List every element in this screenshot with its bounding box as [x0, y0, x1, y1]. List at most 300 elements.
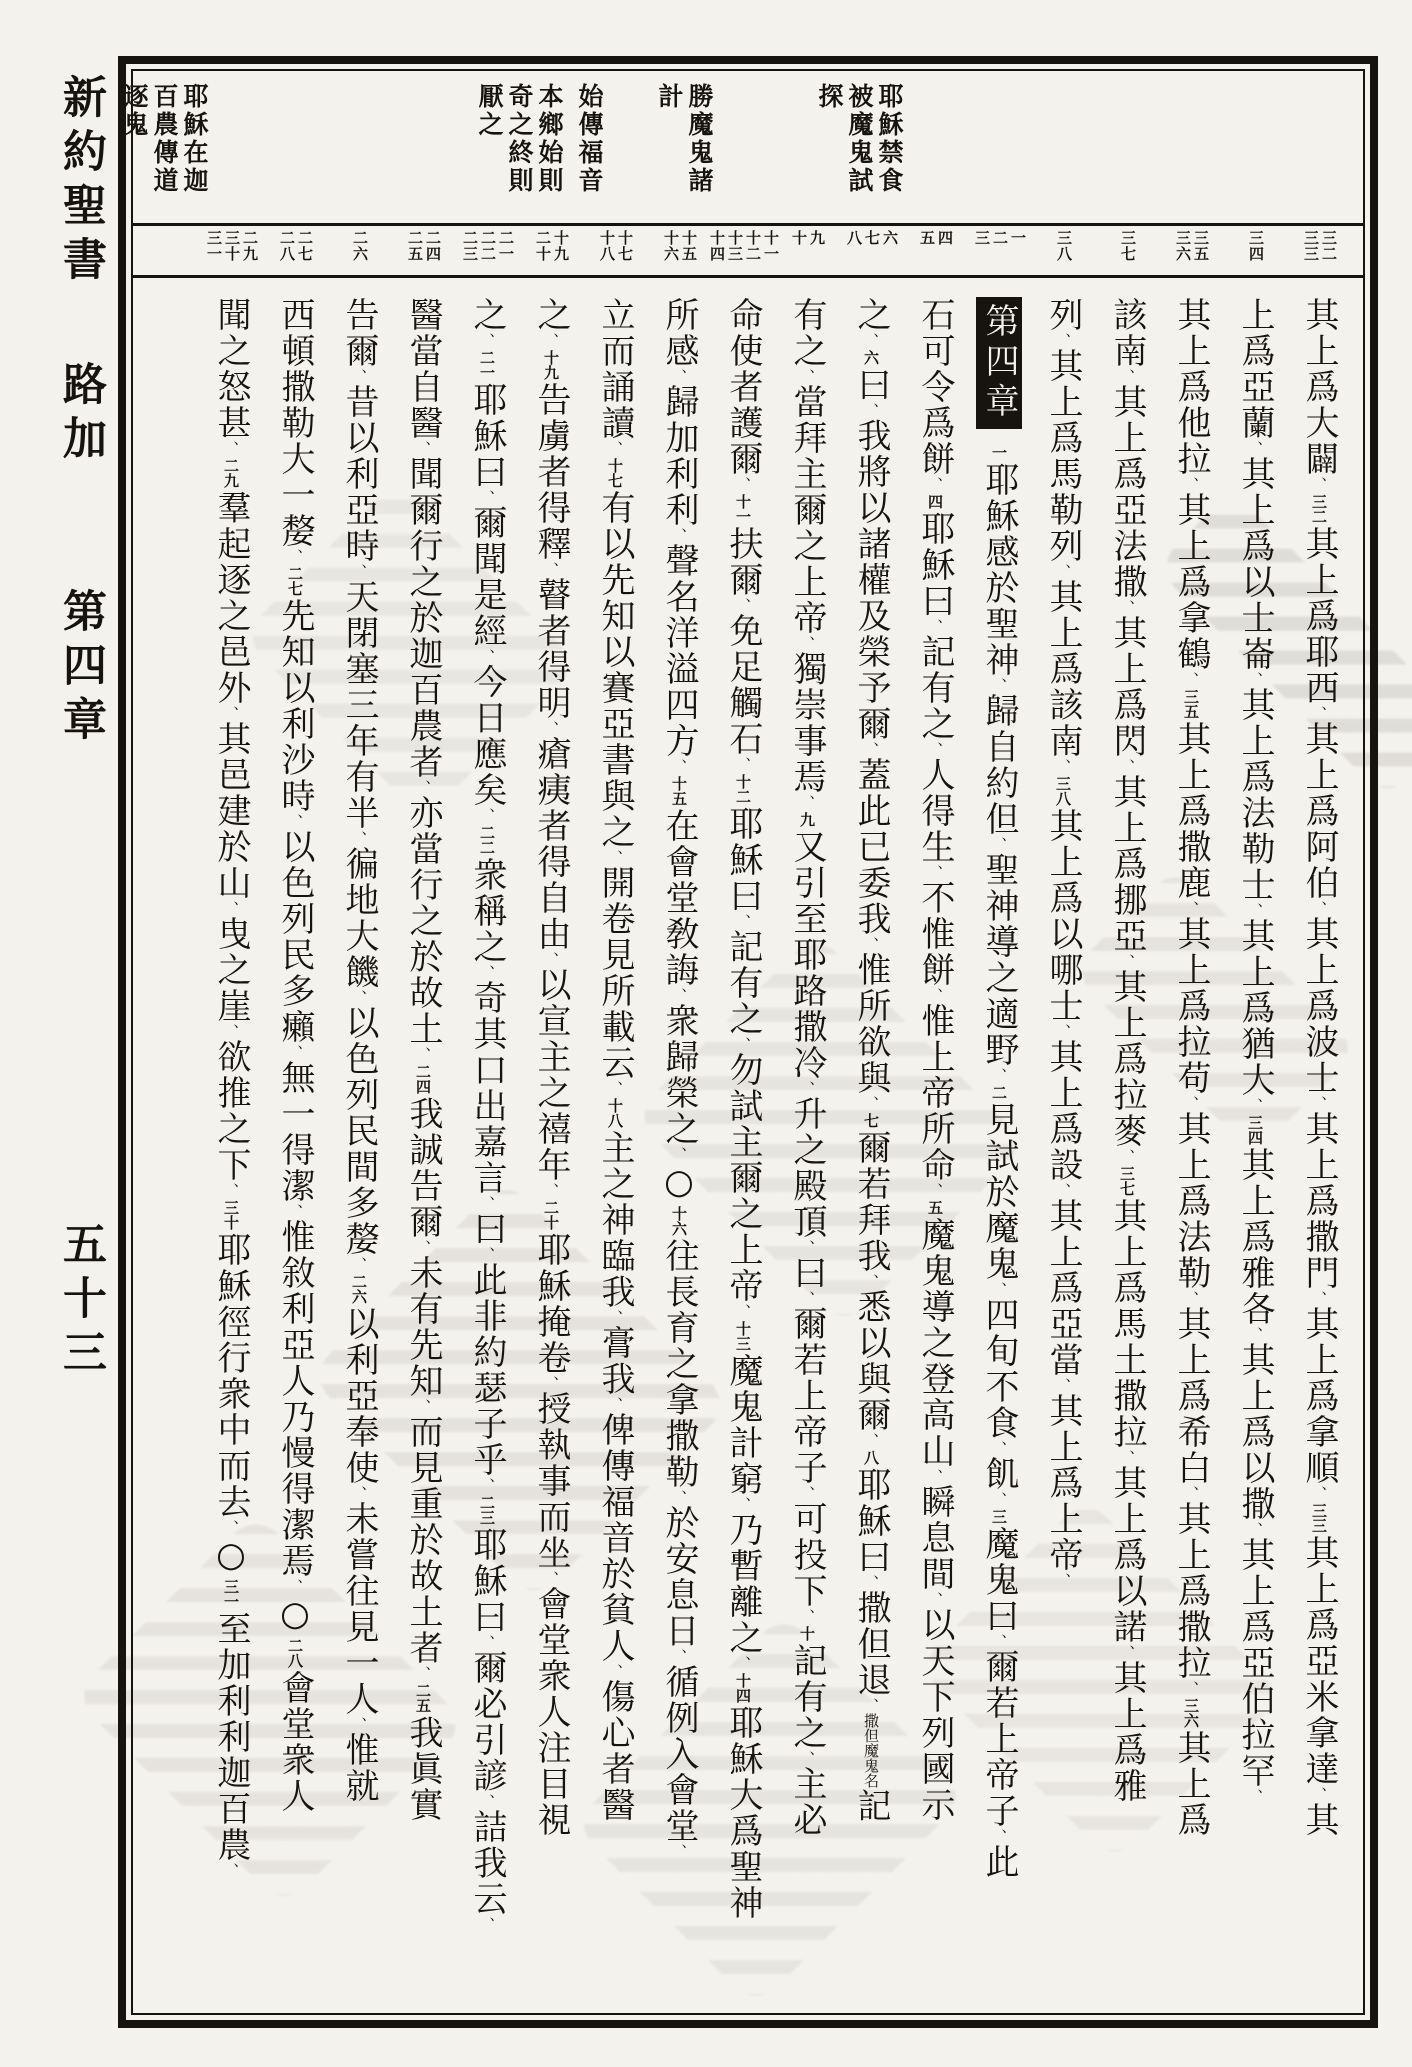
ideographic-comma: 、 — [1118, 759, 1136, 774]
ideographic-comma: 、 — [1310, 706, 1328, 721]
ideographic-comma: 、 — [414, 780, 432, 795]
text-run: 此非約瑟子乎 — [467, 1262, 507, 1478]
ideographic-comma: 、 — [734, 914, 752, 929]
text-run: 惟上帝所命 — [915, 1003, 955, 1183]
ideographic-comma: 、 — [670, 988, 688, 1003]
verse-number-cell — [391, 230, 455, 262]
ideographic-comma: 、 — [734, 477, 752, 492]
verse-number-cell — [455, 230, 519, 262]
verse-number-cell — [1223, 230, 1287, 262]
text-run: 開卷見所載云 — [595, 865, 635, 1081]
verse-marker: 二九 — [222, 458, 240, 488]
text-run: 其上爲雅各 — [1235, 1147, 1275, 1327]
text-run: 惟所欲與 — [851, 952, 891, 1096]
text-column — [967, 297, 1031, 2013]
section-header-line: 逐鬼 — [120, 83, 149, 139]
verse-marker: 十三 — [734, 1321, 752, 1351]
ideographic-comma: 、 — [734, 1656, 752, 1671]
text-run: 曰 — [787, 1255, 827, 1291]
ideographic-comma: 、 — [926, 477, 944, 492]
text-run: 獨崇事焉 — [787, 651, 827, 795]
text-run: 瞬息間 — [915, 1484, 955, 1592]
ideographic-comma: 、 — [862, 403, 880, 418]
ideographic-comma: 、 — [222, 441, 240, 456]
text-run: 免足觸石 — [723, 613, 763, 757]
ideographic-comma: 、 — [1054, 1573, 1072, 1588]
verse-number-cell — [1031, 230, 1095, 262]
ideographic-comma: 、 — [1054, 759, 1072, 774]
verse-number-cell — [519, 230, 583, 262]
section-header-line: 始傳福音 — [575, 83, 604, 195]
verse-number: 十七 — [616, 230, 634, 262]
text-run: 之 — [531, 297, 571, 333]
text-run: 耶穌掩卷 — [531, 1232, 571, 1376]
verse-number-cell — [1287, 230, 1351, 262]
text-run: 其上爲波士 — [1299, 916, 1339, 1096]
ideographic-comma: 、 — [798, 369, 816, 384]
text-run: 有之 — [787, 297, 827, 369]
ideographic-comma: 、 — [1246, 1327, 1264, 1342]
section-header-line: 探 — [815, 83, 844, 111]
ideographic-comma: 、 — [798, 1240, 816, 1255]
ideographic-comma: 、 — [478, 649, 496, 664]
verse-number: 三八 — [1055, 230, 1073, 262]
verse-number: 三 — [973, 230, 991, 246]
ideographic-comma: 、 — [862, 1274, 880, 1289]
verse-number-cell — [967, 230, 1031, 246]
text-column — [1223, 297, 1287, 2013]
ideographic-comma: 、 — [478, 490, 496, 505]
verse-marker: 二六 — [350, 1274, 368, 1304]
spine-title: 新約聖書 — [55, 74, 106, 290]
text-run: 其上爲馬土撒拉 — [1107, 1198, 1147, 1450]
ideographic-comma: 、 — [478, 1196, 496, 1211]
verse-number: 二 — [991, 230, 1009, 246]
ideographic-comma: 、 — [990, 837, 1008, 852]
text-run: 魔鬼計窮 — [723, 1353, 763, 1497]
ideographic-comma: 、 — [1182, 901, 1200, 916]
text-column — [1287, 297, 1351, 2013]
text-run: 命使者護爾 — [723, 297, 763, 477]
ideographic-comma: 、 — [1118, 1450, 1136, 1465]
text-run: 歸自約但 — [979, 693, 1019, 837]
section-headers-strip — [120, 71, 1363, 226]
text-run: 授執事而坐 — [531, 1391, 571, 1571]
ideographic-comma: 、 — [1310, 1096, 1328, 1111]
verse-marker: 二三 — [478, 1495, 496, 1525]
text-run: 其上爲以哪士 — [1043, 808, 1083, 1024]
ideographic-comma: 、 — [606, 1397, 624, 1412]
ideographic-comma: 、 — [990, 1068, 1008, 1083]
text-column — [1159, 297, 1223, 2013]
ideographic-comma: 、 — [222, 1520, 240, 1535]
verse-number: 三三 — [1302, 230, 1320, 262]
text-run: 其上爲阿伯 — [1299, 721, 1339, 901]
text-run: 其上爲亞米拿達 — [1299, 1535, 1339, 1787]
text-column — [1031, 297, 1095, 2013]
verse-number: 十二 — [744, 230, 762, 262]
ideographic-comma: 、 — [222, 901, 240, 916]
text-run: 其上爲馬勒列 — [1043, 348, 1083, 564]
text-run: 耶穌曰 — [851, 1467, 891, 1575]
text-column-flow — [1287, 297, 1351, 2013]
text-run: 於安息日 — [659, 1505, 699, 1649]
verse-number: 八 — [845, 230, 863, 246]
ideographic-comma: 、 — [286, 1204, 304, 1219]
ideographic-comma: 、 — [542, 721, 560, 736]
text-run: 記 — [851, 1788, 891, 1824]
verse-marker: 三七 — [1118, 1166, 1136, 1196]
text-run: 飢 — [979, 1456, 1019, 1492]
text-run: 主之神臨我 — [595, 1130, 635, 1310]
ideographic-comma: 、 — [1118, 1645, 1136, 1660]
verse-marker: 二七 — [286, 566, 304, 596]
text-column-flow — [327, 297, 391, 2013]
text-run: 徧地大饑 — [339, 846, 379, 990]
ideographic-comma: 、 — [1246, 672, 1264, 687]
text-run: 其上爲閃 — [1107, 615, 1147, 759]
text-column — [903, 297, 967, 2013]
text-run: 耶穌曰 — [723, 806, 763, 914]
ideographic-comma: 、 — [1310, 901, 1328, 916]
text-run: 告爾 — [339, 297, 379, 369]
page-frame-inner-border — [120, 69, 1365, 2015]
verse-number-cell — [583, 230, 647, 262]
ideographic-comma: 、 — [1182, 672, 1200, 687]
section-header-group — [654, 83, 714, 195]
verse-number: 二八 — [278, 230, 296, 262]
ideographic-comma: 、 — [414, 1399, 432, 1414]
ideographic-comma: 、 — [1246, 1789, 1264, 1804]
text-run: 該南 — [1107, 297, 1147, 369]
verse-number: 三五 — [1192, 230, 1210, 262]
ideographic-comma: 、 — [1118, 1149, 1136, 1164]
text-run: 西頓撒勒大一嫠 — [275, 297, 315, 549]
text-run: 記有之 — [915, 634, 955, 742]
text-run: 曰 — [467, 1211, 507, 1247]
text-run: 無一得潔 — [275, 1060, 315, 1204]
verse-number: 十五 — [680, 230, 698, 262]
text-run: 可投下 — [787, 1501, 827, 1609]
verse-marker: 二十 — [542, 1200, 560, 1230]
text-column-flow — [903, 297, 967, 2013]
ideographic-comma: 、 — [862, 1698, 880, 1713]
text-run: 未嘗往見一人 — [339, 1501, 379, 1717]
text-run: 我將以諸權及榮予爾 — [851, 418, 891, 742]
text-column — [263, 297, 327, 2013]
text-column-flow — [775, 297, 839, 2013]
text-run: 以宣主之禧年 — [531, 967, 571, 1183]
verse-number-group — [460, 230, 514, 262]
text-run: 其上爲設 — [1043, 1039, 1083, 1183]
text-run: 其上爲挪亞 — [1107, 774, 1147, 954]
text-run: 其上爲拉苟 — [1171, 916, 1211, 1096]
text-run: 其上爲亞當 — [1043, 1198, 1083, 1378]
text-run: 魔鬼導之登高山 — [915, 1217, 955, 1469]
ideographic-comma: 、 — [990, 1492, 1008, 1507]
verse-number-group — [972, 230, 1026, 246]
text-run: 往長育之拿撒勒 — [659, 1238, 699, 1490]
text-run: 其 — [1299, 1802, 1339, 1838]
text-run: 衆稱之 — [467, 857, 507, 965]
text-run: 其上爲大闢 — [1299, 297, 1339, 477]
text-column — [199, 297, 263, 2013]
verse-number: 九 — [808, 230, 826, 246]
verse-number: 五 — [918, 230, 936, 246]
ideographic-comma: 、 — [670, 528, 688, 543]
text-run: 不惟餅 — [915, 880, 955, 988]
ideographic-comma: 、 — [606, 1664, 624, 1679]
verse-marker: 三十 — [222, 1200, 240, 1230]
text-run: 立而誦讀 — [595, 297, 635, 441]
text-run: 其上爲以撒 — [1235, 1342, 1275, 1522]
text-run: 撒但退 — [851, 1590, 891, 1698]
text-run: 列 — [1043, 297, 1083, 333]
ideographic-comma: 、 — [542, 562, 560, 577]
ideographic-comma: 、 — [862, 333, 880, 348]
verse-number: 一 — [1009, 230, 1027, 246]
text-run: 膏我 — [595, 1325, 635, 1397]
text-run: 記有之 — [787, 1643, 827, 1751]
verse-number: 十六 — [662, 230, 680, 262]
text-column — [455, 297, 519, 2013]
ideographic-comma: 、 — [350, 564, 368, 579]
text-column — [1095, 297, 1159, 2013]
text-run: 耶穌徑行衆中而去 — [211, 1232, 251, 1520]
ideographic-comma: 、 — [286, 814, 304, 829]
text-run: 詰我云 — [467, 1809, 507, 1917]
text-column — [775, 297, 839, 2013]
verse-marker: 二 — [990, 1085, 1008, 1100]
text-column-flow — [391, 297, 455, 2013]
ideographic-comma: 、 — [606, 441, 624, 456]
ideographic-comma: 、 — [1310, 1291, 1328, 1306]
section-header-group — [474, 83, 564, 195]
ideographic-comma: 、 — [478, 808, 496, 823]
ideographic-comma: 、 — [350, 369, 368, 384]
verse-number-strip — [133, 226, 1363, 278]
verse-marker: 十六 — [670, 1206, 688, 1236]
text-run: 以色列民多癩 — [275, 829, 315, 1045]
spine-title: 五十三 — [55, 1221, 106, 1383]
text-run: 以天下列國示 — [915, 1607, 955, 1823]
text-run: 昔以利亞時 — [339, 384, 379, 564]
ideographic-comma: 、 — [798, 1751, 816, 1766]
ideographic-comma: 、 — [1118, 600, 1136, 615]
text-run: 其上爲亞伯拉罕 — [1235, 1537, 1275, 1789]
text-run: 惟敘利亞人乃慢得潔焉 — [275, 1219, 315, 1579]
text-run: 記有之 — [723, 929, 763, 1037]
ideographic-comma: 、 — [734, 1304, 752, 1319]
ideographic-comma: 、 — [926, 1469, 944, 1484]
verse-number-group — [1054, 230, 1072, 262]
text-run: 乃暫離之 — [723, 1512, 763, 1656]
text-run: 主必 — [787, 1766, 827, 1838]
ideographic-comma: 、 — [862, 1096, 880, 1111]
text-run: 悉以與爾 — [851, 1289, 891, 1433]
spine-title: 路加 — [55, 361, 106, 469]
ideographic-comma: 、 — [414, 1047, 432, 1062]
text-column-flow — [711, 297, 775, 2013]
text-run: 蓋此已委我 — [851, 757, 891, 937]
spine-title: 第四章 — [55, 588, 106, 750]
verse-number: 四 — [936, 230, 954, 246]
scripture-text-area — [133, 285, 1363, 2013]
text-run: 爾若上帝子 — [979, 1649, 1019, 1829]
ideographic-comma: 、 — [222, 706, 240, 721]
verse-number-cell — [263, 230, 327, 262]
verse-number: 二一 — [497, 230, 515, 262]
text-run: 此 — [979, 1844, 1019, 1880]
text-column-flow — [519, 297, 583, 2013]
ideographic-comma: 、 — [478, 1917, 496, 1932]
text-run: 升之殿頂 — [787, 1096, 827, 1240]
verse-number: 七 — [863, 230, 881, 246]
text-run: 耶穌曰 — [467, 382, 507, 490]
text-run: 所感 — [659, 297, 699, 369]
section-header-line: 耶穌在迦 — [180, 83, 209, 195]
text-run: 今日應矣 — [467, 664, 507, 808]
text-column-flow — [839, 297, 903, 2013]
verse-number: 三二 — [1320, 230, 1338, 262]
verse-marker: 二二 — [478, 825, 496, 855]
verse-marker: 三五 — [1182, 689, 1200, 719]
verse-number: 十九 — [552, 230, 570, 262]
ideographic-comma: 、 — [478, 333, 496, 348]
verse-marker: 二八 — [286, 1638, 304, 1668]
verse-number: 二二 — [479, 230, 497, 262]
verse-number: 二十 — [534, 230, 552, 262]
verse-marker: 十一 — [734, 494, 752, 524]
verse-number-group — [1301, 230, 1337, 262]
ideographic-comma: 、 — [478, 965, 496, 980]
text-run: 其上爲撒門 — [1299, 1111, 1339, 1291]
text-run: 其上爲亞法撒 — [1107, 384, 1147, 600]
ideographic-comma: 、 — [286, 549, 304, 564]
text-column-flow — [1223, 297, 1287, 2013]
text-column — [519, 297, 583, 2013]
text-run: 其上爲 — [1171, 1730, 1211, 1838]
ideographic-comma: 、 — [926, 988, 944, 1003]
text-run: 聲名洋溢四方 — [659, 543, 699, 759]
ideographic-comma: 、 — [414, 441, 432, 456]
ideographic-comma: 、 — [926, 1592, 944, 1607]
verse-number-cell — [327, 230, 391, 262]
text-run: 耶穌感於聖神 — [979, 462, 1019, 678]
chapter-heading: 第四章 — [976, 297, 1022, 429]
text-run: 未有先知 — [403, 1255, 443, 1399]
text-run: 之 — [467, 297, 507, 333]
ideographic-comma: 、 — [478, 1247, 496, 1262]
text-run: 會堂衆人 — [275, 1670, 315, 1814]
text-run: 而見重於故土者 — [403, 1414, 443, 1666]
ideographic-comma: 、 — [670, 1147, 688, 1162]
ideographic-comma: 、 — [862, 1433, 880, 1448]
section-circle: ○ — [275, 1594, 315, 1636]
ideographic-comma: 、 — [990, 1634, 1008, 1649]
text-run: 其上爲撒鹿 — [1171, 721, 1211, 901]
verse-marker: 三四 — [1246, 1115, 1264, 1145]
text-run: 有以先知以賽亞書與之 — [595, 490, 635, 850]
ideographic-comma: 、 — [350, 1486, 368, 1501]
text-run: 曳之崖 — [211, 916, 251, 1024]
ideographic-comma: 、 — [1310, 477, 1328, 492]
verse-marker: 三一 — [222, 1579, 240, 1609]
text-run: 歸加利利 — [659, 384, 699, 528]
text-run: 欲推之下 — [211, 1039, 251, 1183]
text-run: 其上爲以士崙 — [1235, 456, 1275, 672]
verse-marker: 九 — [798, 812, 816, 827]
text-run: 會堂衆人注目視 — [531, 1586, 571, 1838]
text-run: 魔鬼曰 — [979, 1526, 1019, 1634]
verse-marker: 四 — [926, 494, 944, 509]
ideographic-comma: 、 — [542, 952, 560, 967]
ideographic-comma: 、 — [1182, 1096, 1200, 1111]
text-run: 其上爲希白 — [1171, 1306, 1211, 1486]
text-run: 我誠告爾 — [403, 1096, 443, 1240]
verse-number: 二五 — [406, 230, 424, 262]
ideographic-comma: 、 — [670, 1490, 688, 1505]
ideographic-comma: 、 — [542, 1183, 560, 1198]
ideographic-comma: 、 — [1054, 564, 1072, 579]
verse-number-group — [789, 230, 825, 246]
verse-marker: 十七 — [606, 458, 624, 488]
ideographic-comma: 、 — [862, 742, 880, 757]
text-column — [391, 297, 455, 2013]
ideographic-comma: 、 — [222, 1863, 240, 1878]
text-run: 上爲亞蘭 — [1235, 297, 1275, 441]
text-run: 其上爲他拉 — [1171, 297, 1211, 477]
text-run: 見試於魔鬼 — [979, 1102, 1019, 1282]
ideographic-comma: 、 — [862, 937, 880, 952]
ideographic-comma: 、 — [798, 1291, 816, 1306]
text-run: 循例入會堂 — [659, 1664, 699, 1844]
verse-marker: 十五 — [670, 776, 688, 806]
verse-number-cell — [839, 230, 903, 246]
ideographic-comma: 、 — [926, 1183, 944, 1198]
text-column-flow — [263, 297, 327, 2013]
verse-number-group — [350, 230, 368, 262]
text-run: 告虜者得釋 — [531, 382, 571, 562]
text-run: 聞之怒甚 — [211, 297, 251, 441]
text-run: 又引至耶路撒冷 — [787, 829, 827, 1081]
ideographic-comma: 、 — [1246, 903, 1264, 918]
text-run: 爾聞是經 — [467, 505, 507, 649]
ideographic-comma: 、 — [798, 1486, 816, 1501]
section-circle: ○ — [659, 1162, 699, 1204]
section-header-line: 耶穌禁食 — [875, 83, 904, 195]
ideographic-comma: 、 — [222, 1183, 240, 1198]
text-run: 衆歸榮之 — [659, 1003, 699, 1147]
verse-marker: 二一 — [478, 350, 496, 380]
text-run: 其上爲猶大 — [1235, 918, 1275, 1098]
section-header-group — [119, 83, 209, 195]
book-spine — [30, 56, 118, 2012]
text-run: 耶穌曰 — [467, 1527, 507, 1635]
text-run: 其上爲以諾 — [1107, 1465, 1147, 1645]
text-run: 惟就 — [339, 1732, 379, 1804]
verse-marker: 五 — [926, 1200, 944, 1215]
text-run: 石可令爲餅 — [915, 297, 955, 477]
section-header-group — [814, 83, 904, 195]
text-column-flow — [647, 297, 711, 2013]
section-header-line: 被魔鬼試 — [845, 83, 874, 195]
text-column — [327, 297, 391, 2013]
ideographic-comma: 、 — [286, 1045, 304, 1060]
verse-number: 三六 — [1174, 230, 1192, 262]
text-column-flow — [455, 297, 519, 2013]
ideographic-comma: 、 — [1118, 954, 1136, 969]
